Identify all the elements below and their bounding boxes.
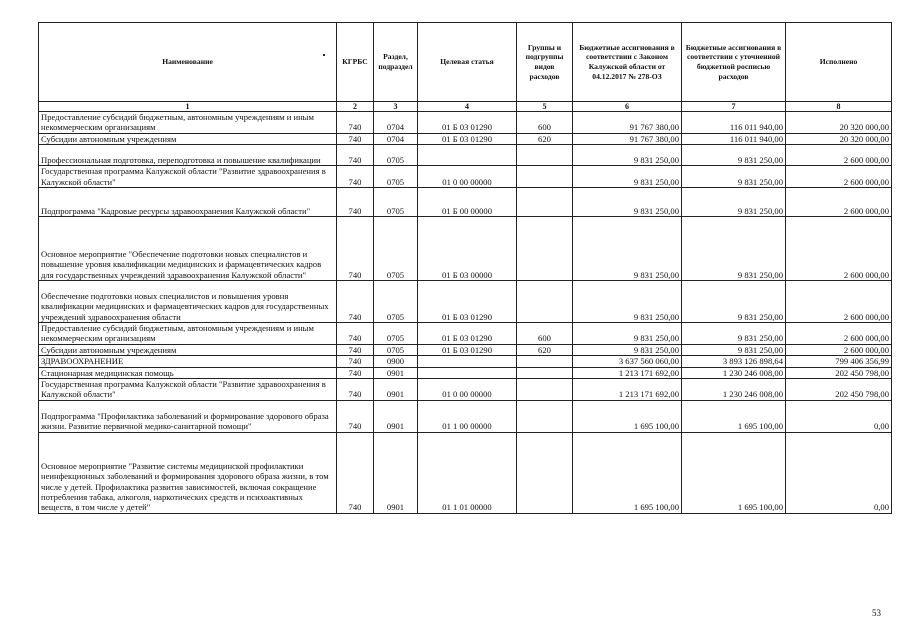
row-executed-amount: 202 450 798,00 [786,367,892,378]
column-number: 6 [573,102,682,112]
row-kgrbs: 740 [337,323,374,345]
row-group [517,367,573,378]
row-executed-amount: 2 600 000,00 [786,323,892,345]
row-law-amount: 1 695 100,00 [573,400,682,432]
row-law-amount: 1 213 171 692,00 [573,367,682,378]
row-kgrbs: 740 [337,112,374,134]
page-number: 53 [872,608,881,618]
row-law-amount: 91 767 380,00 [573,133,682,144]
row-law-amount: 1 695 100,00 [573,432,682,513]
header-law: Бюджетные ассигнования в соответствии с Законом Калужской области от 04.12.2017 № 278-ОЗ [573,23,682,102]
row-section: 0705 [374,166,418,188]
row-kgrbs: 740 [337,188,374,217]
row-target [418,367,517,378]
table-row [39,356,892,367]
table-row [39,188,892,217]
row-refined-amount: 9 831 250,00 [682,344,786,355]
row-target: 01 Б 03 01290 [418,323,517,345]
row-group [517,145,573,166]
row-target: 01 Б 03 01290 [418,112,517,134]
row-name: Предоставление субсидий бюджетным, автономным учреждениям и иным некоммерческим организациям [39,323,337,345]
table-row [39,323,892,345]
row-target [418,356,517,367]
row-section: 0901 [374,379,418,401]
row-refined-amount: 116 011 940,00 [682,133,786,144]
row-target [418,145,517,166]
row-executed-amount: 2 600 000,00 [786,145,892,166]
row-name: Государственная программа Калужской области "Развитие здравоохранения в Калужской области" [39,166,337,188]
row-name: Основное мероприятие "Обеспечение подготовки новых специалистов и повышение уровня квалификации медицинских и фармацевтических кадров для государственных учреждений здравоохранения Калужской области" [39,217,337,281]
column-number: 5 [517,102,573,112]
row-refined-amount: 3 893 126 898,64 [682,356,786,367]
row-refined-amount: 1 230 246 008,00 [682,379,786,401]
header-row [39,23,892,102]
header-target: Целевая статья [418,23,517,102]
row-section: 0705 [374,188,418,217]
row-refined-amount: 1 695 100,00 [682,432,786,513]
row-executed-amount: 799 406 356,99 [786,356,892,367]
row-section: 0705 [374,145,418,166]
row-refined-amount: 9 831 250,00 [682,145,786,166]
row-group [517,432,573,513]
row-group: 620 [517,344,573,355]
column-number: 2 [337,102,374,112]
row-section: 0901 [374,432,418,513]
row-group: 600 [517,323,573,345]
row-group [517,281,573,323]
row-group [517,217,573,281]
row-name: Подпрограмма "Профилактика заболеваний и формирование здорового образа жизни. Развитие первичной медико-санитарной помощи" [39,400,337,432]
table-row [39,133,892,144]
row-executed-amount: 2 600 000,00 [786,344,892,355]
row-section: 0705 [374,344,418,355]
row-group [517,166,573,188]
row-law-amount: 9 831 250,00 [573,166,682,188]
row-refined-amount: 1 230 246 008,00 [682,367,786,378]
row-law-amount: 91 767 380,00 [573,112,682,134]
row-section: 0901 [374,367,418,378]
row-refined-amount: 1 695 100,00 [682,400,786,432]
row-group: 600 [517,112,573,134]
row-law-amount: 9 831 250,00 [573,281,682,323]
row-name: Стационарная медицинская помощь [39,367,337,378]
row-name: Субсидии автономным учреждениям [39,344,337,355]
row-kgrbs: 740 [337,379,374,401]
row-target: 01 Б 03 00000 [418,217,517,281]
row-kgrbs: 740 [337,432,374,513]
row-name: Профессиональная подготовка, переподготовка и повышение квалификации [39,145,337,166]
row-section: 0705 [374,217,418,281]
header-groups: Группы и подгруппы видов расходов [517,23,573,102]
row-section: 0901 [374,400,418,432]
row-group [517,400,573,432]
column-number: 3 [374,102,418,112]
header-name: Наименование [39,23,337,102]
row-target: 01 0 00 00000 [418,379,517,401]
table-row [39,166,892,188]
column-number: 7 [682,102,786,112]
row-executed-amount: 20 320 000,00 [786,112,892,134]
row-group: 620 [517,133,573,144]
row-refined-amount: 9 831 250,00 [682,323,786,345]
row-law-amount: 1 213 171 692,00 [573,379,682,401]
row-section: 0704 [374,112,418,134]
row-target: 01 Б 03 01290 [418,281,517,323]
header-section: Раздел, подраздел [374,23,418,102]
row-group [517,356,573,367]
row-kgrbs: 740 [337,133,374,144]
row-name: Предоставление субсидий бюджетным, автономным учреждениям и иным некоммерческим организациям [39,112,337,134]
row-executed-amount: 0,00 [786,432,892,513]
row-name: Основное мероприятие "Развитие системы медицинской профилактики неинфекционных заболеваний и формирования здорового образа жизни, в том числе у детей. Профилактика развития зависимостей, включая сокращение потребления табака, алкоголя, наркотических средств и психоактивных веществ, в том числе у детей" [39,432,337,513]
table-row [39,400,892,432]
row-executed-amount: 202 450 798,00 [786,379,892,401]
row-refined-amount: 116 011 940,00 [682,112,786,134]
row-refined-amount: 9 831 250,00 [682,188,786,217]
column-number: 1 [39,102,337,112]
row-executed-amount: 20 320 000,00 [786,133,892,144]
row-executed-amount: 2 600 000,00 [786,281,892,323]
row-executed-amount: 2 600 000,00 [786,188,892,217]
row-name: ЗДРАВООХРАНЕНИЕ [39,356,337,367]
row-target: 01 Б 03 01290 [418,133,517,144]
header-executed: Исполнено [786,23,892,102]
row-law-amount: 9 831 250,00 [573,188,682,217]
row-name: Субсидии автономным учреждениям [39,133,337,144]
row-law-amount: 9 831 250,00 [573,323,682,345]
column-number: 4 [418,102,517,112]
header-kgrbs: КГРБС [337,23,374,102]
row-name: Подпрограмма "Кадровые ресурсы здравоохранения Калужской области" [39,188,337,217]
row-kgrbs: 740 [337,400,374,432]
row-section: 0705 [374,281,418,323]
table-row [39,344,892,355]
row-target: 01 1 01 00000 [418,432,517,513]
row-kgrbs: 740 [337,145,374,166]
row-target: 01 Б 00 00000 [418,188,517,217]
row-section: 0900 [374,356,418,367]
table-row [39,112,892,134]
row-kgrbs: 740 [337,367,374,378]
row-law-amount: 9 831 250,00 [573,145,682,166]
row-kgrbs: 740 [337,344,374,355]
row-law-amount: 3 637 560 060,00 [573,356,682,367]
table-row [39,432,892,513]
row-kgrbs: 740 [337,217,374,281]
row-law-amount: 9 831 250,00 [573,217,682,281]
row-target: 01 Б 03 01290 [418,344,517,355]
row-executed-amount: 2 600 000,00 [786,217,892,281]
table-row [39,379,892,401]
budget-table [38,22,892,514]
row-section: 0705 [374,323,418,345]
header-refined: Бюджетные ассигнования в соответствии с уточненной бюджетной росписью расходов [682,23,786,102]
row-name: Обеспечение подготовки новых специалистов и повышения уровня квалификации медицинских и фармацевтических кадров для государственных учреждений здравоохранения области [39,281,337,323]
row-group [517,188,573,217]
row-group [517,379,573,401]
row-executed-amount: 0,00 [786,400,892,432]
table-row [39,217,892,281]
row-section: 0704 [374,133,418,144]
column-number-row [39,102,892,112]
row-target: 01 0 00 00000 [418,166,517,188]
row-kgrbs: 740 [337,281,374,323]
table-body [39,112,892,514]
table-row [39,367,892,378]
table-row [39,145,892,166]
row-law-amount: 9 831 250,00 [573,344,682,355]
row-target: 01 1 00 00000 [418,400,517,432]
column-number: 8 [786,102,892,112]
row-refined-amount: 9 831 250,00 [682,217,786,281]
row-executed-amount: 2 600 000,00 [786,166,892,188]
row-refined-amount: 9 831 250,00 [682,166,786,188]
row-refined-amount: 9 831 250,00 [682,281,786,323]
row-kgrbs: 740 [337,356,374,367]
table-row [39,281,892,323]
row-kgrbs: 740 [337,166,374,188]
row-name: Государственная программа Калужской области "Развитие здравоохранения в Калужской области" [39,379,337,401]
